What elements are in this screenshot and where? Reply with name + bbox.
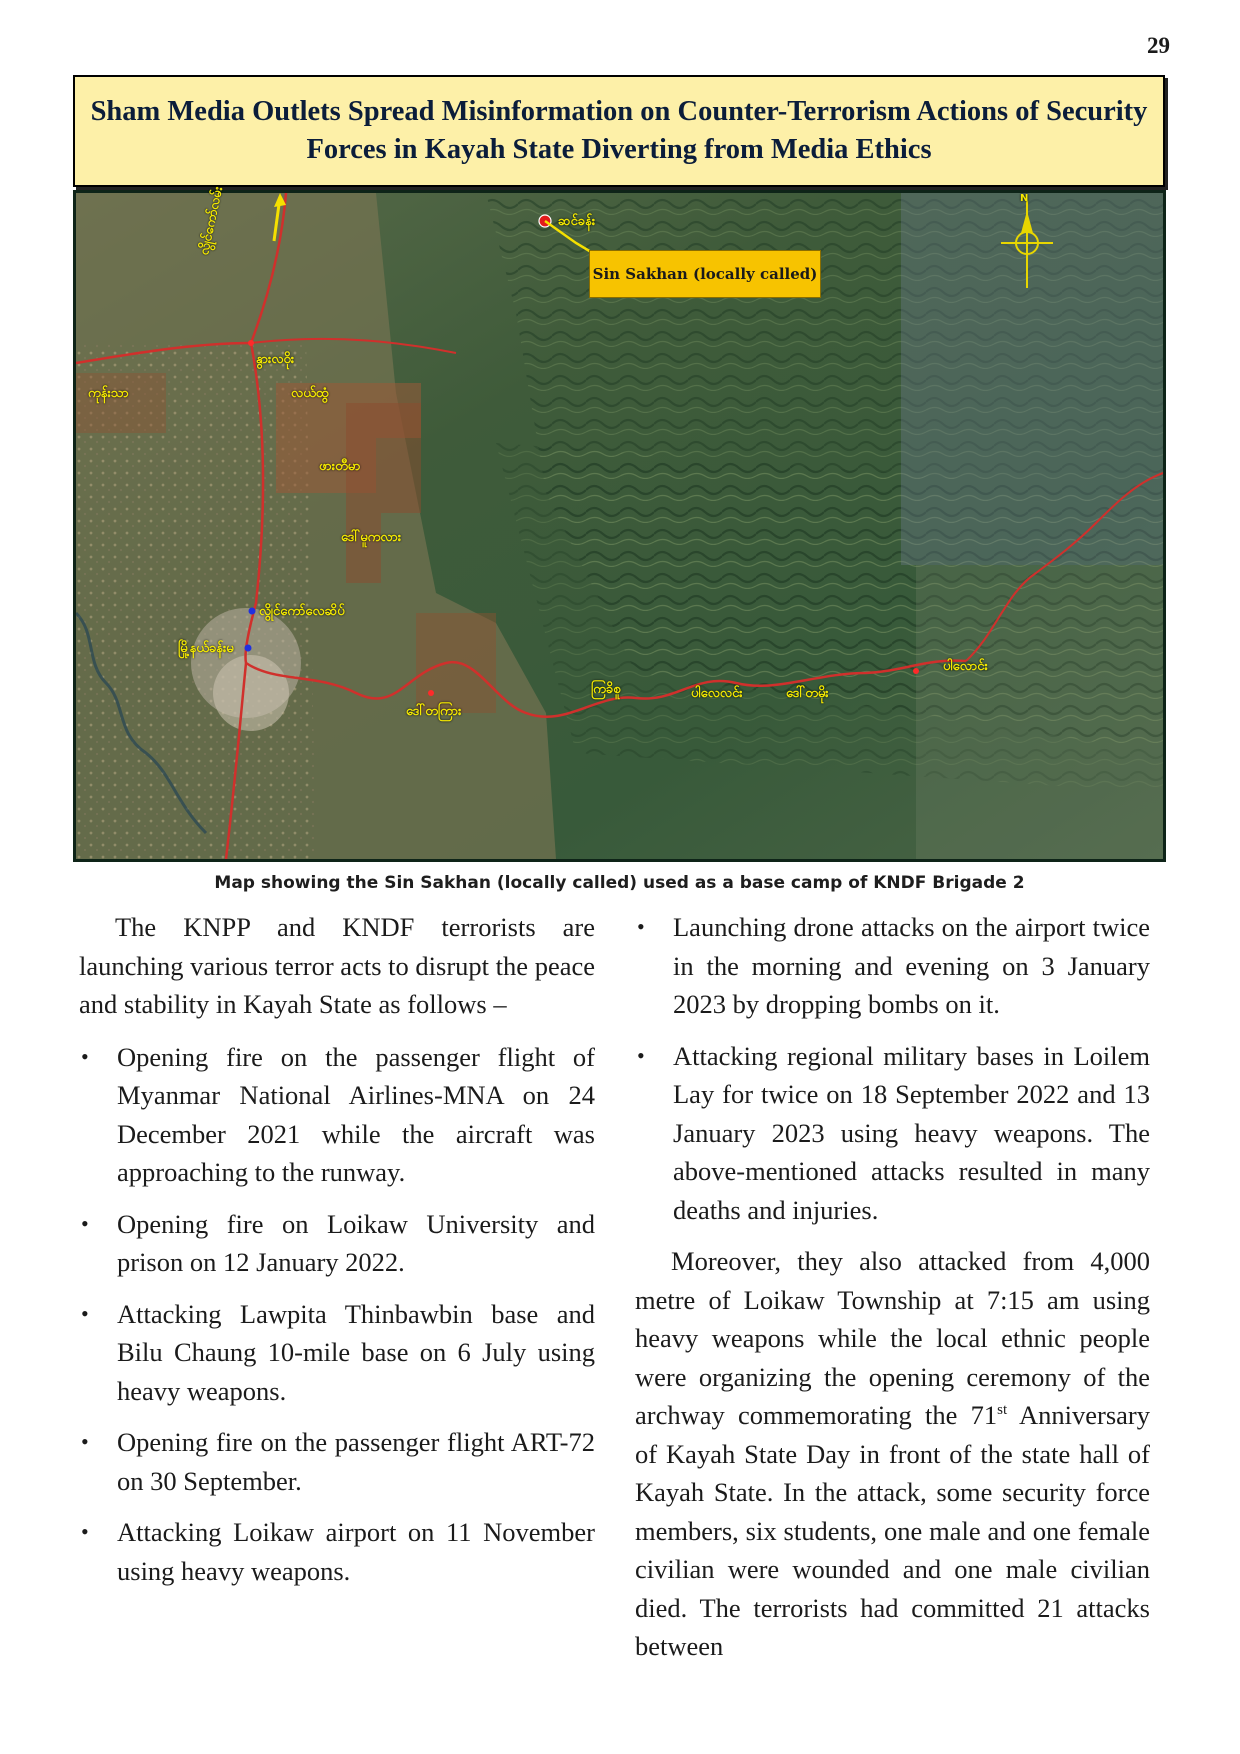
list-item-text: Opening fire on Loikaw University and prison on 12 January 2022. (117, 1208, 595, 1277)
right-bullet-list (635, 908, 1150, 1229)
article-title: Sham Media Outlets Spread Misinformation on Counter-Terrorism Actions of Security Forces in Kayah State Diverting from Media Ethics (90, 96, 1148, 165)
list-item-text: Attacking Lawpita Thinbawbin base and Bilu Chaung 10-mile base on 6 July using heavy weapons. (117, 1298, 595, 1406)
compass-north-label: N (1020, 193, 1029, 204)
bullet-icon: • (81, 1210, 89, 1236)
list-item (79, 1038, 595, 1192)
left-bullet-list (79, 1038, 595, 1591)
list-item-text: Attacking Loikaw airport on 11 November using heavy weapons. (117, 1517, 595, 1586)
moreover-paragraph (635, 1242, 1150, 1666)
list-item (635, 1037, 1150, 1230)
page-number: 29 (1147, 33, 1170, 58)
satellite-map (73, 185, 1166, 862)
map-label-township-hall: မြို့နယ်ခန်းမ (178, 641, 234, 656)
left-column (79, 908, 595, 1603)
list-item-text: Opening fire on the passenger flight of Myanmar National Airlines-MNA on 24 December 2021 while the aircraft was approaching to the runway. (117, 1041, 595, 1187)
list-item-text: Launching drone attacks on the airport twice in the morning and evening on 3 January 2023 by dropping bombs on it. (673, 912, 1150, 1019)
list-item (79, 1513, 595, 1590)
list-item (79, 1423, 595, 1500)
list-item-text: Opening fire on the passenger flight ART-72 on 30 September. (117, 1427, 595, 1496)
bullet-icon: • (637, 914, 645, 939)
map-label-lel-htwan: လယ်ထွံ (291, 386, 329, 401)
map-label-pharti-mar: ဖားတီမာ (319, 459, 361, 474)
bullet-icon: • (637, 1042, 645, 1068)
list-item-text: Attacking regional military bases in Loilem Lay for twice on 18 September 2022 and 13 January 2023 using heavy weapons. The above-mentioned attacks resulted in many deaths and injuries. (673, 1040, 1150, 1225)
map-label-kone-thar: ကုန်းသာ (88, 386, 129, 401)
map-label-pa-le-lin: ပါလေလင်း (691, 686, 743, 701)
map-label-pa-laung: ပါလောင်း (943, 659, 988, 674)
map-callout-box (589, 250, 821, 298)
map-callout-label: Sin Sakhan (locally called) (592, 265, 818, 283)
map-label-daw-mu-kalar: ဒေါ်မူကလား (341, 530, 402, 545)
list-item (79, 1205, 595, 1282)
list-item (79, 1295, 595, 1411)
bullet-icon: • (81, 1043, 89, 1069)
map-caption: Map showing the Sin Sakhan (locally called) used as a base camp of KNDF Brigade 2 (214, 873, 1025, 893)
map-label-daw-ta-moe: ဒေါ်တမိုး (786, 686, 829, 701)
map-label-loikaw-airport: လွိုင်ကော်လေဆိပ် (259, 604, 345, 619)
bullet-icon: • (81, 1300, 89, 1326)
article-title-box (73, 75, 1165, 187)
paragraph-text: Moreover, they also attacked from 4,000 metre of Loikaw Township at 7:15 am using heavy weapons while the local ethnic people were organizing the opening ceremony of the archway commemorating the 71 (635, 1246, 1150, 1430)
map-label-nwalawoe: နွားလဝိုး (256, 352, 295, 367)
bullet-icon: • (81, 1429, 89, 1454)
right-column (635, 908, 1150, 1680)
list-item (635, 908, 1150, 1024)
paragraph-text-continued: Anniversary of Kayah State Day in front of the state hall of Kayah State. In the attack, some security force members, six students, one male and one female civilian were wounded and one male civilian died. The terrorists had committed 21 attacks between (635, 1400, 1151, 1661)
map-label-daw-ta-kyar: ဒေါ်တကြား (406, 704, 462, 719)
map-label-kya-khi-su: ကြခိစူ (591, 682, 621, 697)
intro-paragraph: The KNPP and KNDF terrorists are launching various terror acts to disrupt the peace and stability in Kayah State as follows – (79, 912, 595, 1019)
map-label-sin-sakhan: ဆင်ခန်း (558, 214, 596, 229)
ordinal-suffix: st (997, 1402, 1008, 1419)
map-label-loikaw-road: လွိုင်ကော်လမ်း (196, 185, 227, 257)
bullet-icon: • (81, 1519, 89, 1544)
